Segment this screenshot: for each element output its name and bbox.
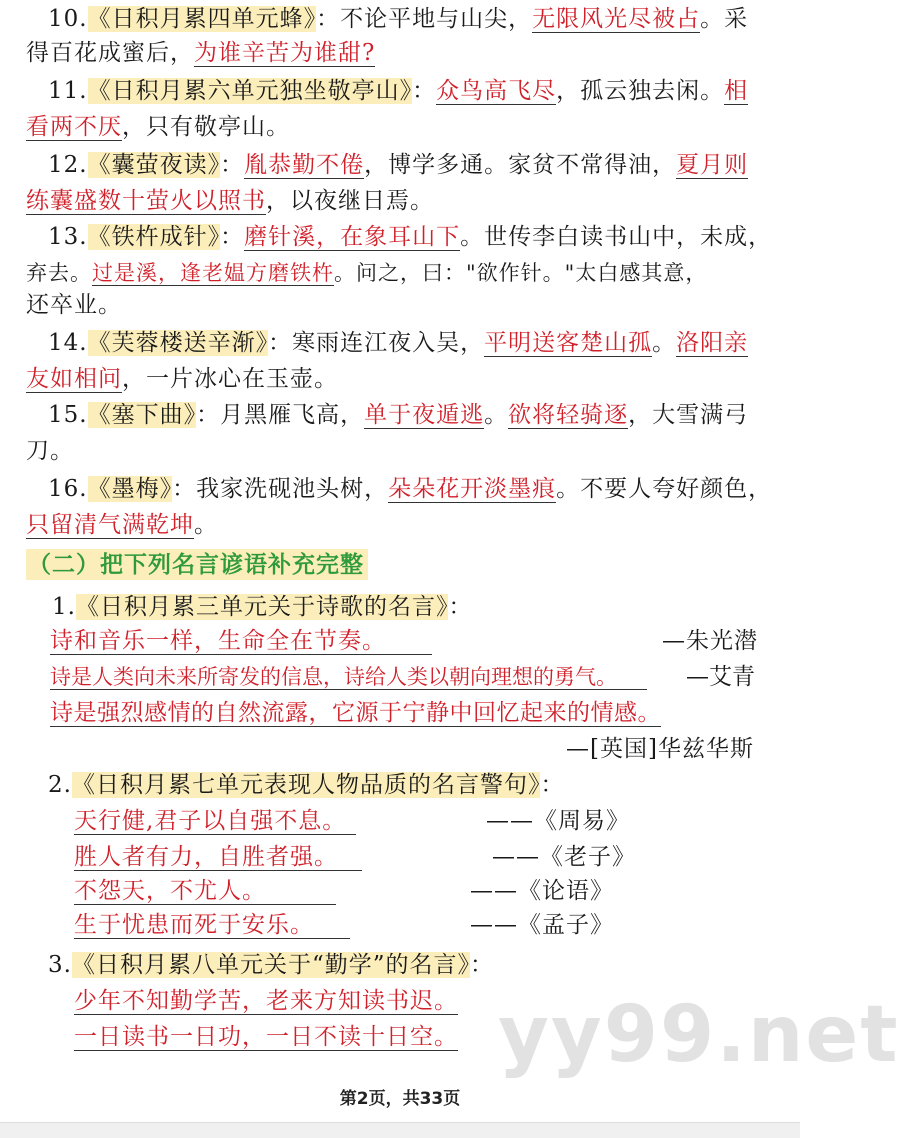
quote-row <box>0 806 800 836</box>
poem-13-title: 《铁杵成针》 <box>87 224 221 250</box>
answer: 看两不厌 <box>26 114 122 140</box>
answer: 欲将轻骑逐 <box>508 402 629 428</box>
quote-author: —艾青 <box>686 664 755 690</box>
watermark: yy99.net <box>498 990 900 1080</box>
quote-row <box>0 910 800 940</box>
answer: 只留清气满乾坤 <box>26 512 194 538</box>
poem-13-line-1: 13.《铁杵成针》：磨针溪，在象耳山下。世传李白读书山中，未成， <box>48 224 773 250</box>
quote-text: 胜人者有力，自胜者强。 <box>74 844 362 871</box>
quote-row <box>0 698 800 728</box>
group-3-title: 《日积月累八单元关于“勤学”的名言》 <box>71 952 470 978</box>
quote-text: 不怨天，不尤人。 <box>74 878 336 905</box>
answer: 练囊盛数十萤火以照书 <box>26 188 266 214</box>
answer: 洛阳亲 <box>676 330 749 356</box>
viewer-bottom-bar <box>0 1122 800 1138</box>
answer: 友如相问 <box>26 366 122 392</box>
answer: 单于夜遁逃 <box>364 402 485 428</box>
poem-10-line-2: 得百花成蜜后，为谁辛苦为谁甜? <box>26 40 376 66</box>
answer: 为谁辛苦为谁甜? <box>194 40 376 66</box>
poem-15-line-1: 15.《塞下曲》：月黑雁飞高，单于夜遁逃。欲将轻骑逐，大雪满弓 <box>48 402 749 428</box>
quote-row <box>0 626 800 656</box>
poem-14-line-2: 友如相问，一片冰心在玉壶。 <box>26 366 338 392</box>
poem-12-line-2: 练囊盛数十萤火以照书，以夜继日焉。 <box>26 188 434 214</box>
answer: 平明送客楚山孤 <box>484 330 653 356</box>
group-2-title-line: 2.《日积月累七单元表现人物品质的名言警句》： <box>48 772 565 798</box>
poem-15-title: 《塞下曲》 <box>87 402 197 428</box>
poem-10-line-1: 10.《日积月累四单元蜂》：不论平地与山尖，无限风光尽被占。采 <box>48 6 749 32</box>
poem-13-line-2: 弃去。过是溪，逢老媪方磨铁杵。问之，曰："欲作针。"太白感其意， <box>26 261 708 285</box>
poem-12-line-1: 12.《囊萤夜读》：胤恭勤不倦，博学多通。家贫不常得油，夏月则 <box>48 152 749 178</box>
poem-10-title: 《日积月累四单元蜂》 <box>87 6 317 32</box>
quote-text: 诗是人类向未来所寄发的信息，诗给人类以朝向理想的勇气。 <box>50 665 647 690</box>
quote-author: —朱光潜 <box>662 628 758 654</box>
quote-text: 少年不知勤学苦，老来方知读书迟。 <box>74 988 458 1014</box>
group-1-title: 《日积月累三单元关于诗歌的名言》 <box>75 594 449 620</box>
quote-text: 诗是强烈感情的自然流露，它源于宁静中回忆起来的情感。 <box>50 700 661 726</box>
answer: 胤恭勤不倦 <box>244 152 365 178</box>
answer: 过是溪，逢老媪方磨铁杵 <box>92 261 334 285</box>
poem-16-line-1: 16.《墨梅》：我家洗砚池头树，朵朵花开淡墨痕。不要人夸好颜色， <box>48 476 773 502</box>
poem-14-line-1: 14.《芙蓉楼送辛渐》：寒雨连江夜入吴，平明送客楚山孤。洛阳亲 <box>48 330 749 356</box>
quote-row <box>0 876 800 906</box>
answer: 夏月则 <box>676 152 749 178</box>
poem-15-line-2: 刀。 <box>26 438 74 464</box>
quote-row <box>0 662 800 692</box>
quote-text: 一日读书一日功，一日不读十日空。 <box>74 1024 458 1050</box>
answer: 朵朵花开淡墨痕 <box>388 476 557 502</box>
poem-11-line-2: 看两不厌，只有敬亭山。 <box>26 114 290 140</box>
poem-11-line-1: 11.《日积月累六单元独坐敬亭山》：众鸟高飞尽，孤云独去闲。相 <box>48 78 749 104</box>
poem-11-title: 《日积月累六单元独坐敬亭山》 <box>87 78 413 104</box>
poem-16-title: 《墨梅》 <box>87 476 173 502</box>
quote-author: ——《老子》 <box>492 844 636 870</box>
group-2-title: 《日积月累七单元表现人物品质的名言警句》 <box>71 772 541 798</box>
group-1-title-line: 1.《日积月累三单元关于诗歌的名言》： <box>52 594 473 620</box>
answer: 相 <box>724 78 749 104</box>
quote-row <box>0 842 800 872</box>
answer: 磨针溪，在象耳山下 <box>244 224 461 250</box>
quote-author: ——《周易》 <box>486 808 630 834</box>
section-2-heading: （二）把下列名言谚语补充完整 <box>0 550 800 580</box>
quote-text: 天行健,君子以自强不息。 <box>74 808 356 835</box>
quote-author: ——《孟子》 <box>470 912 614 938</box>
poem-12-title: 《囊萤夜读》 <box>87 152 221 178</box>
poem-13-line-3: 还卒业。 <box>26 292 122 318</box>
quote-text: 诗和音乐一样，生命全在节奏。 <box>50 628 432 655</box>
poem-14-title: 《芙蓉楼送辛渐》 <box>87 330 269 356</box>
answer: 无限风光尽被占 <box>532 6 701 32</box>
group-3-title-line: 3.《日积月累八单元关于“勤学”的名言》： <box>48 952 494 978</box>
page-number: 第2页，共33页 <box>339 1089 461 1109</box>
quote-author: ——《论语》 <box>470 878 614 904</box>
quote-text: 生于忧患而死于安乐。 <box>74 912 350 939</box>
answer: 众鸟高飞尽 <box>436 78 557 104</box>
quote-author: —[英国]华兹华斯 <box>566 736 754 762</box>
poem-16-line-2: 只留清气满乾坤。 <box>26 512 218 538</box>
